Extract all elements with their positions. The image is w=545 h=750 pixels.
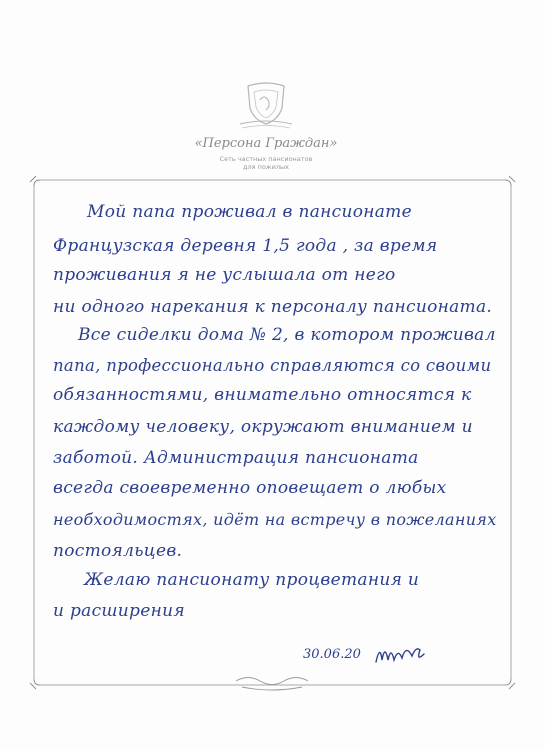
letter-line: всегда своевременно оповещает о любых	[53, 478, 447, 498]
signature-icon	[372, 640, 432, 666]
letter-line: заботой. Администрация пансионата	[53, 448, 419, 468]
letter-line: Французская деревня 1,5 года , за время	[53, 236, 438, 256]
letter-line: Мой папа проживал в пансионате	[87, 202, 412, 222]
letter-line: обязанностями, внимательно относятся к	[53, 385, 472, 405]
letter-line: Все сиделки дома № 2, в котором проживал	[78, 325, 496, 345]
letter-line: постояльцев.	[53, 541, 183, 561]
letter-line: необходимостях, идёт на встречу в пожеланиях	[53, 510, 497, 529]
tagline-line-2: для пожилых	[242, 163, 290, 171]
letter-line: каждому человеку, окружают вниманием и	[53, 417, 473, 437]
letter-line: Желаю пансионату процветания и	[84, 570, 420, 590]
letter-line: проживания я не услышала от него	[53, 265, 396, 285]
letter-line: ни одного нарекания к персоналу пансионата.	[53, 297, 493, 317]
letter-line: папа, профессионально справляются со своими	[53, 356, 492, 375]
brand-name: «Персона Граждан»	[194, 136, 338, 151]
tagline-line-1: Сеть частных пансионатов	[219, 155, 313, 163]
letter-date: 30.06.20	[303, 647, 361, 662]
letter-line: и расширения	[53, 601, 185, 621]
